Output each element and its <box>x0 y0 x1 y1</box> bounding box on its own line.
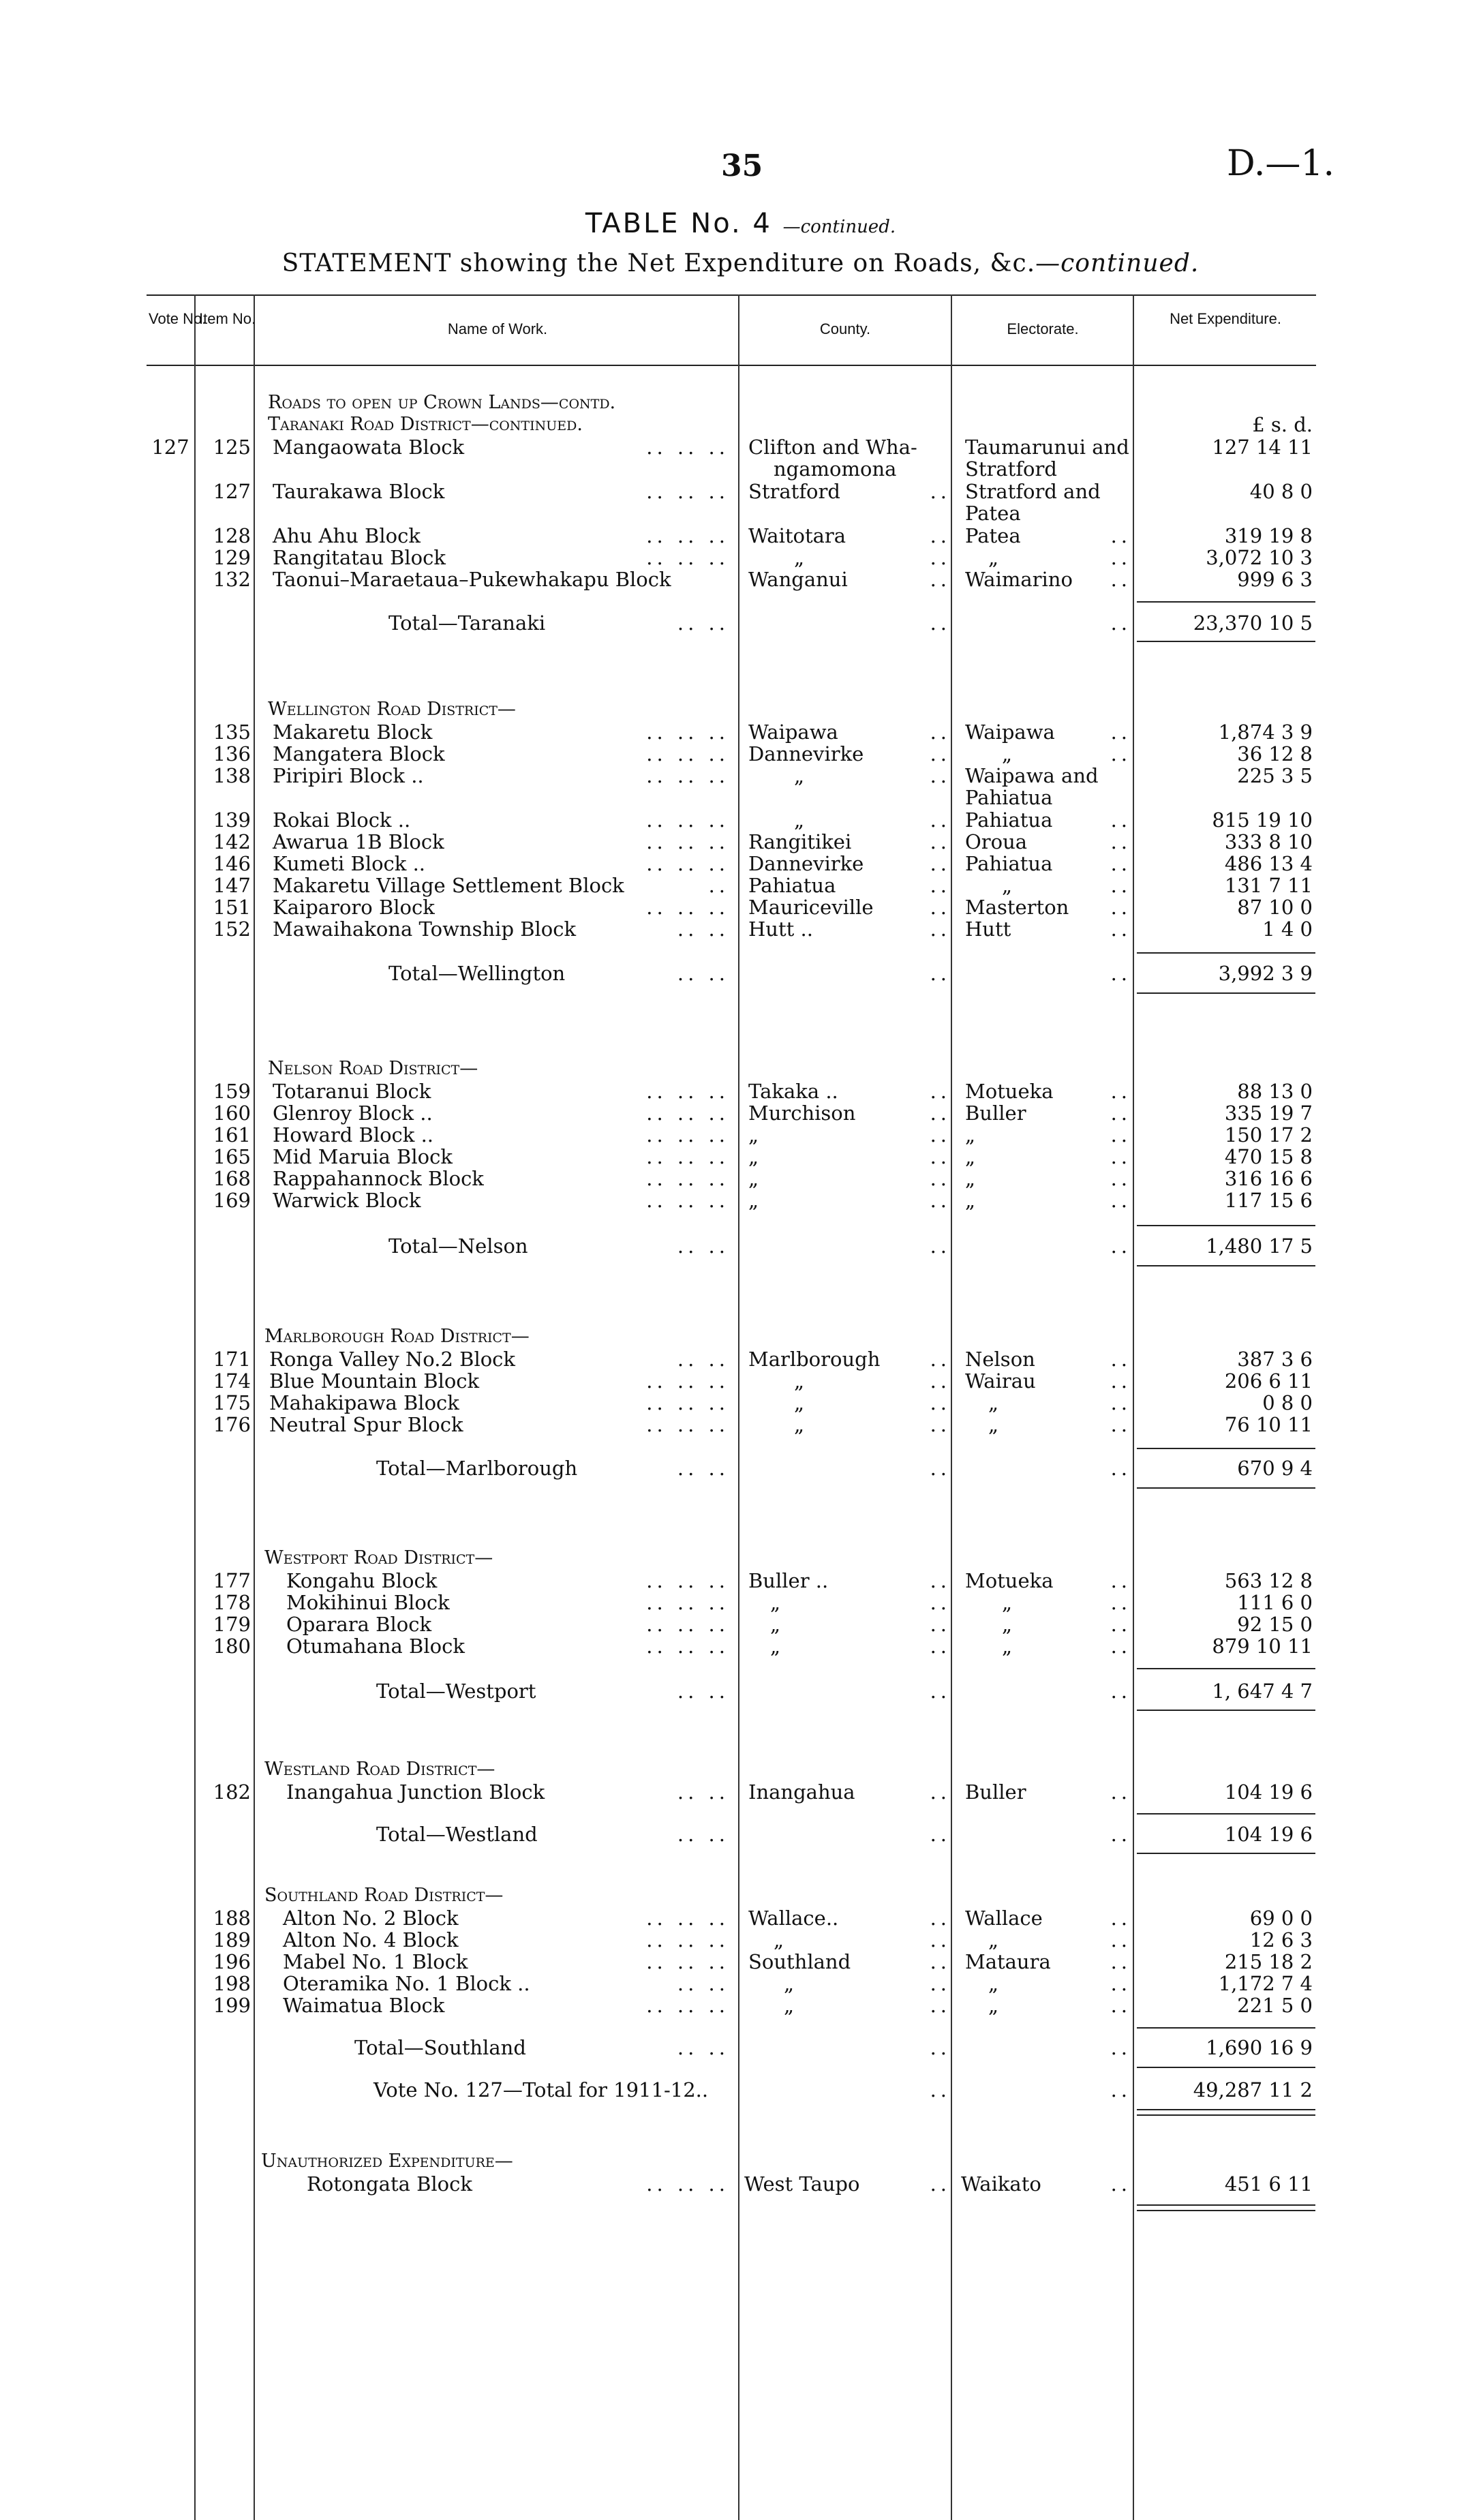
net-expenditure: 563 12 8 <box>1224 1569 1313 1592</box>
electorate-name: „ <box>1002 1613 1013 1636</box>
table-top-rule <box>147 294 1316 296</box>
section-heading-unauthorized: Unauthorized Expenditure— <box>261 2151 513 2172</box>
header-vote: Vote No. <box>149 310 207 327</box>
work-name: Makaretu Block <box>273 720 433 744</box>
electorate-name: „ <box>965 1123 976 1147</box>
electorate-name: „ <box>1002 742 1013 765</box>
work-name: Alton No. 4 Block <box>283 1928 459 1952</box>
electorate-name: „ <box>965 1145 976 1168</box>
work-name: Ahu Ahu Block <box>273 524 421 547</box>
work-name: Mid Maruia Block <box>273 1145 453 1168</box>
electorate-name: „ <box>1002 1591 1013 1614</box>
work-name: Waimatua Block <box>283 1994 445 2017</box>
work-name: Oteramika No. 1 Block .. <box>283 1972 530 1995</box>
work-name: Taurakawa Block <box>273 480 445 503</box>
electorate-name: Buller <box>965 1780 1026 1804</box>
subtotal-rule <box>1137 1668 1315 1669</box>
net-expenditure: 316 16 6 <box>1224 1167 1313 1190</box>
net-expenditure: 206 6 11 <box>1224 1369 1313 1393</box>
net-expenditure: 999 6 3 <box>1237 568 1313 591</box>
district-heading-wellington: Wellington Road District— <box>268 699 516 720</box>
item-number: 168 <box>213 1167 251 1190</box>
net-expenditure: 451 6 11 <box>1224 2172 1313 2196</box>
table-title-suffix: —continued. <box>782 217 896 237</box>
total-rule <box>1137 1487 1315 1489</box>
net-expenditure: 104 19 6 <box>1224 1780 1313 1804</box>
district-heading-nelson: Nelson Road District— <box>268 1058 478 1079</box>
total-rule <box>1137 1710 1315 1711</box>
vote-total: 49,287 11 2 <box>1193 2078 1313 2101</box>
county-name: Marlborough <box>748 1348 881 1371</box>
total-label-southland: Total—Southland <box>354 2036 526 2059</box>
net-expenditure: 333 8 10 <box>1224 830 1313 853</box>
net-expenditure: 69 0 0 <box>1249 1907 1313 1930</box>
county-name: „ <box>794 546 805 569</box>
work-name: Mokihinui Block <box>286 1591 450 1614</box>
currency-header: £ s. d. <box>1252 413 1313 436</box>
county-name: Wallace.. <box>748 1907 839 1930</box>
electorate-name: „ <box>988 1391 999 1414</box>
col-divider-item <box>254 294 255 2520</box>
total-label-wellington: Total—Wellington <box>388 962 566 985</box>
electorate-name: „ <box>988 1413 999 1436</box>
total-label-westport: Total—Westport <box>376 1680 536 1703</box>
item-number: 196 <box>213 1950 251 1973</box>
county-name: Wanganui <box>748 568 848 591</box>
county-name: Dannevirke <box>748 742 864 765</box>
item-number: 177 <box>213 1569 251 1592</box>
electorate-name: Masterton <box>965 896 1069 919</box>
item-number: 174 <box>213 1369 251 1393</box>
item-number: 142 <box>213 830 251 853</box>
work-name: Totaranui Block <box>273 1080 431 1103</box>
district-heading-taranaki: Taranaki Road District—continued. <box>268 414 583 435</box>
header-electorate: Electorate. <box>1007 320 1079 337</box>
subtotal-rule <box>1137 1448 1315 1449</box>
electorate-name-continued: Patea <box>965 502 1021 525</box>
county-name: „ <box>748 1189 759 1212</box>
county-name: „ <box>770 1591 781 1614</box>
county-name: Dannevirke <box>748 852 864 875</box>
net-expenditure: 3,072 10 3 <box>1206 546 1313 569</box>
item-number: 199 <box>213 1994 251 2017</box>
work-name: Kaiparoro Block <box>273 896 435 919</box>
county-name: „ <box>794 764 805 787</box>
net-expenditure: 215 18 2 <box>1224 1950 1313 1973</box>
county-name: „ <box>794 1391 805 1414</box>
item-number: 171 <box>213 1348 251 1371</box>
county-name: „ <box>784 1972 795 1995</box>
electorate-name: „ <box>988 1928 999 1952</box>
work-name: Inangahua Junction Block <box>286 1780 545 1804</box>
work-name: Howard Block .. <box>273 1123 434 1147</box>
county-name: Pahiatua <box>748 874 836 897</box>
page-number: 35 <box>721 149 763 183</box>
work-name: Rotongata Block <box>307 2172 472 2196</box>
header-county: County. <box>819 320 871 337</box>
electorate-name: Motueka <box>965 1080 1054 1103</box>
county-name: Waitotara <box>748 524 846 547</box>
item-number: 138 <box>213 764 251 787</box>
total-marlborough: 670 9 4 <box>1237 1457 1313 1480</box>
item-number: 180 <box>213 1635 251 1658</box>
county-name: „ <box>794 1413 805 1436</box>
item-number: 132 <box>213 568 251 591</box>
col-divider-work <box>738 294 739 2520</box>
col-divider-county <box>951 294 952 2520</box>
electorate-name: Taumarunui and <box>965 436 1129 459</box>
net-expenditure: 815 19 10 <box>1212 808 1313 832</box>
net-expenditure: 127 14 11 <box>1212 436 1313 459</box>
electorate-name: Pahiatua <box>965 808 1053 832</box>
subtotal-rule <box>1137 1813 1315 1815</box>
vote-total-label: Vote No. 127—Total for 1911-12.. <box>373 2078 709 2101</box>
section-heading-crown-lands: Roads to open up Crown Lands—contd. <box>268 392 616 413</box>
county-name: „ <box>748 1123 759 1147</box>
table-subtitle-suffix: continued. <box>1060 249 1200 277</box>
work-name: Mangaowata Block <box>273 436 465 459</box>
double-rule-top <box>1137 2204 1315 2206</box>
electorate-name: Wallace <box>965 1907 1043 1930</box>
item-number: 182 <box>213 1780 251 1804</box>
district-heading-westport: Westport Road District— <box>264 1547 493 1568</box>
net-expenditure: 470 15 8 <box>1224 1145 1313 1168</box>
table-subtitle-text: STATEMENT showing the Net Expenditure on Roads, &c.— <box>281 249 1061 277</box>
item-number: 161 <box>213 1123 251 1147</box>
electorate-name: „ <box>965 1189 976 1212</box>
electorate-name: Mataura <box>965 1950 1051 1973</box>
item-number: 136 <box>213 742 251 765</box>
net-expenditure: 1,172 7 4 <box>1218 1972 1313 1995</box>
electorate-name: Stratford and <box>965 480 1101 503</box>
electorate-name: Waimarino <box>965 568 1073 591</box>
county-name: West Taupo <box>744 2172 860 2196</box>
work-name: Mahakipawa Block <box>269 1391 459 1414</box>
net-expenditure: 36 12 8 <box>1237 742 1313 765</box>
work-name: Alton No. 2 Block <box>283 1907 459 1930</box>
net-expenditure: 88 13 0 <box>1237 1080 1313 1103</box>
electorate-name: Oroua <box>965 830 1028 853</box>
total-rule <box>1137 1853 1315 1854</box>
net-expenditure: 111 6 0 <box>1237 1591 1313 1614</box>
net-expenditure: 12 6 3 <box>1249 1928 1313 1952</box>
county-name: Buller .. <box>748 1569 829 1592</box>
item-number: 178 <box>213 1591 251 1614</box>
county-name: „ <box>794 808 805 832</box>
total-westland: 104 19 6 <box>1224 1823 1313 1846</box>
item-number: 128 <box>213 524 251 547</box>
county-name: „ <box>774 1928 784 1952</box>
work-name: Awarua 1B Block <box>273 830 444 853</box>
net-expenditure: 225 3 5 <box>1237 764 1313 787</box>
electorate-name: „ <box>988 546 999 569</box>
header-name-of-work: Name of Work. <box>447 320 548 337</box>
electorate-name: Waikato <box>961 2172 1041 2196</box>
item-number: 198 <box>213 1972 251 1995</box>
net-expenditure: 221 5 0 <box>1237 1994 1313 2017</box>
work-name: Mabel No. 1 Block <box>283 1950 468 1973</box>
total-rule <box>1137 2067 1315 2068</box>
net-expenditure: 486 13 4 <box>1224 852 1313 875</box>
net-expenditure: 1 4 0 <box>1262 917 1313 941</box>
work-name: Rappahannock Block <box>273 1167 484 1190</box>
subtotal-rule <box>1137 1225 1315 1226</box>
county-name: Inangahua <box>748 1780 855 1804</box>
item-number: 165 <box>213 1145 251 1168</box>
item-number: 125 <box>213 436 251 459</box>
net-expenditure: 92 15 0 <box>1237 1613 1313 1636</box>
electorate-name: „ <box>1002 1635 1013 1658</box>
electorate-name-continued: Stratford <box>965 457 1057 481</box>
electorate-name: Buller <box>965 1102 1026 1125</box>
item-number: 179 <box>213 1613 251 1636</box>
district-heading-westland: Westland Road District— <box>264 1759 495 1780</box>
total-westport: 1, 647 4 7 <box>1212 1680 1313 1703</box>
county-name: „ <box>748 1167 759 1190</box>
item-number: 135 <box>213 720 251 744</box>
electorate-name: Wairau <box>965 1369 1036 1393</box>
table-subtitle <box>0 249 1481 277</box>
county-name: Murchison <box>748 1102 856 1125</box>
double-rule-top <box>1137 2109 1315 2110</box>
county-name: Hutt .. <box>748 917 813 941</box>
work-name: Glenroy Block .. <box>273 1102 433 1125</box>
electorate-name: „ <box>965 1167 976 1190</box>
net-expenditure: 117 15 6 <box>1224 1189 1313 1212</box>
net-expenditure: 0 8 0 <box>1262 1391 1313 1414</box>
district-heading-marlborough: Marlborough Road District— <box>264 1326 530 1347</box>
work-name: Warwick Block <box>273 1189 421 1212</box>
county-name: „ <box>770 1613 781 1636</box>
total-rule <box>1137 641 1315 642</box>
county-name: Waipawa <box>748 720 838 744</box>
item-number: 146 <box>213 852 251 875</box>
county-name: „ <box>794 1369 805 1393</box>
item-number: 176 <box>213 1413 251 1436</box>
net-expenditure: 319 19 8 <box>1224 524 1313 547</box>
item-number: 152 <box>213 917 251 941</box>
total-taranaki: 23,370 10 5 <box>1193 611 1313 635</box>
item-number: 189 <box>213 1928 251 1952</box>
net-expenditure: 76 10 11 <box>1224 1413 1313 1436</box>
electorate-name: „ <box>988 1972 999 1995</box>
electorate-name: Waipawa <box>965 720 1055 744</box>
double-rule-bottom <box>1137 2210 1315 2211</box>
county-name-continued: ngamomona <box>774 457 897 481</box>
header-net-expenditure: Net Expenditure. <box>1170 310 1281 327</box>
table-header-rule <box>147 365 1316 366</box>
work-name: Ronga Valley No.2 Block <box>269 1348 515 1371</box>
net-expenditure: 1,874 3 9 <box>1218 720 1313 744</box>
work-name: Blue Mountain Block <box>269 1369 480 1393</box>
electorate-name: Hutt <box>965 917 1011 941</box>
net-expenditure: 131 7 11 <box>1224 874 1313 897</box>
county-name: „ <box>784 1994 795 2017</box>
county-name: Southland <box>748 1950 851 1973</box>
net-expenditure: 40 8 0 <box>1249 480 1313 503</box>
total-nelson: 1,480 17 5 <box>1206 1234 1313 1258</box>
county-name: Takaka .. <box>748 1080 838 1103</box>
work-name: Mawaihakona Township Block <box>273 917 577 941</box>
net-expenditure: 87 10 0 <box>1237 896 1313 919</box>
total-label-marlborough: Total—Marlborough <box>376 1457 578 1480</box>
county-name: Mauriceville <box>748 896 874 919</box>
work-name: Mangatera Block <box>273 742 445 765</box>
work-name: Kongahu Block <box>286 1569 438 1592</box>
table-title <box>0 208 1481 239</box>
county-name: Clifton and Wha- <box>748 436 917 459</box>
total-label-nelson: Total—Nelson <box>388 1234 528 1258</box>
item-number: 147 <box>213 874 251 897</box>
county-name: „ <box>748 1145 759 1168</box>
county-name: „ <box>770 1635 781 1658</box>
electorate-name: Pahiatua <box>965 852 1053 875</box>
total-rule <box>1137 992 1315 994</box>
work-name: Oparara Block <box>286 1613 432 1636</box>
net-expenditure: 387 3 6 <box>1237 1348 1313 1371</box>
county-name: Stratford <box>748 480 840 503</box>
subtotal-rule <box>1137 952 1315 954</box>
electorate-name: Motueka <box>965 1569 1054 1592</box>
item-number: 188 <box>213 1907 251 1930</box>
item-number: 127 <box>213 480 251 503</box>
item-number: 139 <box>213 808 251 832</box>
document-reference: D.—1. <box>1227 143 1334 184</box>
electorate-name: Nelson <box>965 1348 1035 1371</box>
col-divider-vote <box>194 294 196 2520</box>
total-label-westland: Total—Westland <box>376 1823 538 1846</box>
work-name: Neutral Spur Block <box>269 1413 463 1436</box>
work-name: Rokai Block .. <box>273 808 411 832</box>
subtotal-rule <box>1137 601 1315 603</box>
subtotal-rule <box>1137 2027 1315 2029</box>
county-name: Rangitikei <box>748 830 852 853</box>
work-name: Piripiri Block .. <box>273 764 424 787</box>
net-expenditure: 335 19 7 <box>1224 1102 1313 1125</box>
item-number: 129 <box>213 546 251 569</box>
electorate-name: Waipawa and <box>965 764 1099 787</box>
work-name: Otumahana Block <box>286 1635 465 1658</box>
work-name: Taonui–Maraetaua–Pukewhakapu Block <box>273 568 671 591</box>
work-name: Makaretu Village Settlement Block <box>273 874 624 897</box>
table-title-main: TABLE No. 4 <box>585 208 772 239</box>
work-name: Rangitatau Block <box>273 546 446 569</box>
electorate-name: Patea <box>965 524 1021 547</box>
electorate-name: „ <box>988 1994 999 2017</box>
col-divider-electorate <box>1133 294 1134 2520</box>
double-rule-bottom <box>1137 2114 1315 2116</box>
work-name: Kumeti Block .. <box>273 852 426 875</box>
total-label-taranaki: Total—Taranaki <box>388 611 546 635</box>
item-number: 169 <box>213 1189 251 1212</box>
item-number: 175 <box>213 1391 251 1414</box>
total-wellington: 3,992 3 9 <box>1218 962 1313 985</box>
electorate-name-continued: Pahiatua <box>965 786 1053 809</box>
header-item: Item No. <box>199 310 256 327</box>
total-rule <box>1137 1265 1315 1266</box>
electorate-name: „ <box>1002 874 1013 897</box>
item-number: 160 <box>213 1102 251 1125</box>
vote-number: 127 <box>151 436 189 459</box>
item-number: 159 <box>213 1080 251 1103</box>
item-number: 151 <box>213 896 251 919</box>
net-expenditure: 879 10 11 <box>1212 1635 1313 1658</box>
total-southland: 1,690 16 9 <box>1206 2036 1313 2059</box>
district-heading-southland: Southland Road District— <box>264 1885 504 1906</box>
net-expenditure: 150 17 2 <box>1224 1123 1313 1147</box>
